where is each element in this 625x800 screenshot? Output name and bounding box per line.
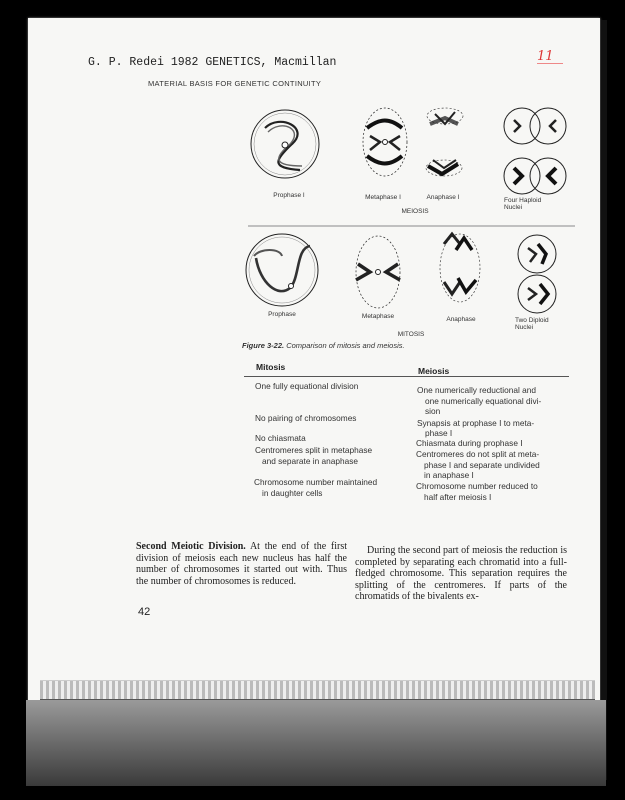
caption-four-haploid-line2: Nuclei (504, 204, 523, 211)
table-header-mitosis: Mitosis (256, 362, 286, 372)
table-top-rule (244, 376, 569, 377)
mitosis-prophase-illustration (246, 234, 318, 306)
two-diploid-nuclei-illustration (518, 235, 556, 313)
page-number: 42 (138, 606, 151, 618)
table-cell-meiosis-6: Centromeres do not split at meta- (416, 449, 540, 459)
table-cell-meiosis-1: one numerically equational divi- (425, 396, 542, 406)
caption-four-haploid-line1: Four Haploid (504, 197, 542, 204)
body-left-text: At the end of the first division of meiosis each new nucleus has half the number of chromosomes it started out with. Thus the number of chromosomes is reduced. (136, 541, 347, 587)
page-edge-strip (40, 680, 595, 701)
section-title: MATERIAL BASIS FOR GENETIC CONTINUITY (148, 79, 322, 88)
caption-four-haploid (504, 197, 564, 211)
four-haploid-nuclei-illustration (504, 108, 566, 194)
scan-border (601, 20, 607, 780)
figure-caption-text: Comparison of mitosis and meiosis. (286, 341, 405, 350)
handwritten-page-mark: 11 (537, 49, 563, 64)
caption-anaphase-i: Anaphase I (426, 194, 460, 201)
table-cell-meiosis-8: in anaphase I (424, 470, 474, 480)
caption-prophase: Prophase (268, 311, 296, 318)
caption-prophase-i: Prophase I (273, 192, 305, 199)
mitosis-metaphase-illustration (356, 236, 400, 308)
figure-caption (242, 341, 405, 350)
caption-two-diploid-line2: Nuclei (515, 324, 534, 331)
table-cell-meiosis-4: phase I (425, 428, 453, 438)
body-left-heading: Second Meiotic Division. (136, 541, 246, 552)
table-cell-mitosis-5: Chromosome number maintained (254, 477, 378, 487)
mitosis-anaphase-illustration (440, 234, 480, 302)
figure-label: Figure 3-22. (242, 341, 285, 350)
table-cell-mitosis-0: One fully equational division (255, 381, 359, 391)
table-cell-mitosis-3: Centromeres split in metaphase (255, 445, 373, 455)
mitosis-meiosis-figure (230, 98, 580, 338)
table-cell-meiosis-0: One numerically reductional and (417, 385, 536, 395)
table-header-meiosis: Meiosis (418, 366, 450, 376)
table-cell-meiosis-10: half after meiosis I (424, 492, 492, 502)
caption-two-diploid-line1: Two Diploid (515, 317, 549, 324)
caption-mitosis-group: MITOSIS (397, 331, 425, 338)
body-right-column: During the second part of meiosis the reduction is completed by separating each chromatid into a full-fledged chromosome. This separation requires the splitting of the centromeres. If parts of the chromatids of the bivalents ex- (355, 545, 567, 602)
meiosis-anaphase-illustration (426, 108, 463, 176)
meiosis-prophase-illustration (251, 110, 319, 178)
table-cell-mitosis-2: No chiasmata (255, 433, 306, 443)
caption-metaphase: Metaphase (361, 313, 395, 320)
caption-metaphase-i: Metaphase I (365, 194, 401, 201)
body-left-column (136, 541, 347, 587)
table-cell-mitosis-1: No pairing of chromosomes (255, 413, 357, 423)
table-cell-meiosis-2: sion (425, 406, 441, 416)
table-cell-mitosis-4: and separate in anaphase (262, 456, 358, 466)
caption-two-diploid (515, 317, 575, 331)
scan-shadow (26, 700, 606, 786)
citation-header: G. P. Redei 1982 GENETICS, Macmillan (88, 56, 337, 69)
caption-meiosis-group: MEIOSIS (401, 208, 429, 215)
table-cell-meiosis-3: Synapsis at prophase I to meta- (417, 418, 535, 428)
table-cell-mitosis-6: in daughter cells (262, 488, 323, 498)
meiosis-metaphase-illustration (363, 108, 407, 176)
table-cell-meiosis-5: Chiasmata during prophase I (416, 438, 523, 448)
caption-anaphase: Anaphase (446, 316, 476, 323)
table-cell-meiosis-7: phase I and separate undivided (424, 460, 540, 470)
table-cell-meiosis-9: Chromosome number reduced to (416, 481, 538, 491)
